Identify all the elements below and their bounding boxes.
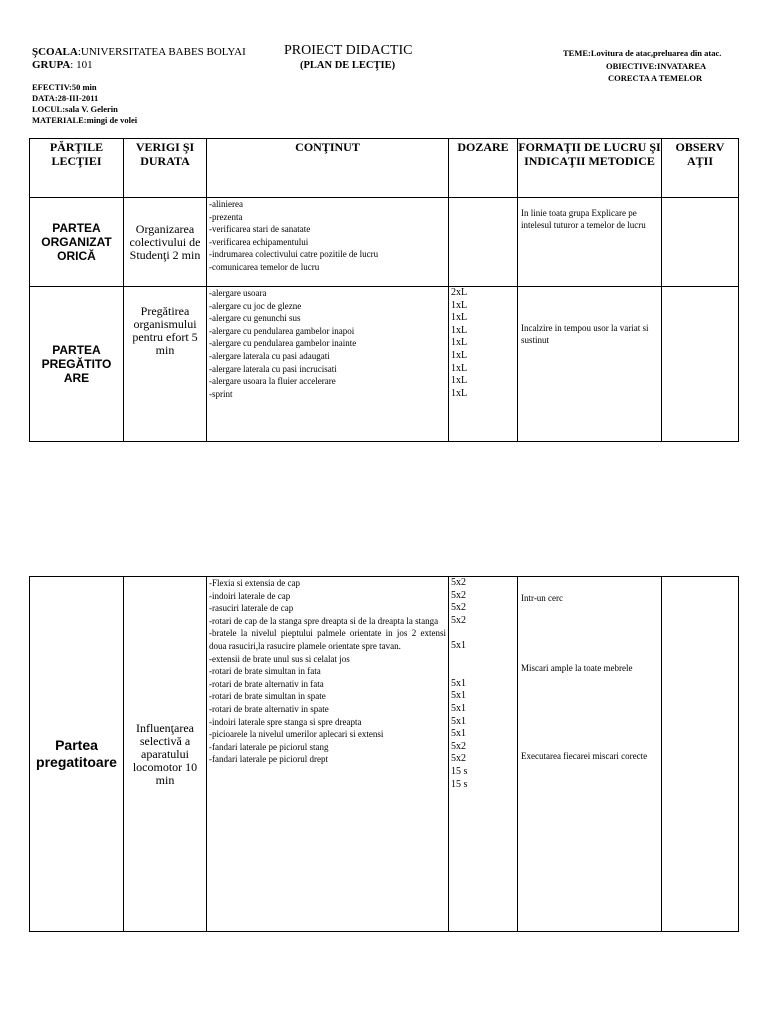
list-item: -rotari de cap de la stanga spre dreapta si de la dreapta la stanga — [209, 615, 439, 626]
dozare-item: 5x1 — [451, 728, 466, 740]
formatii-cell: In linie toata grupa Explicare pe intelesul tuturor a temelor de lucru — [518, 198, 662, 287]
dozare-cell — [449, 577, 518, 932]
dozare-item: 5x1 — [451, 690, 466, 702]
formatii-note: Intr-un cerc — [521, 593, 564, 603]
list-item: -indrumarea colectivului catre pozitile de lucru — [209, 249, 379, 260]
header-verigi: VERIGI ŞI DURATA — [124, 139, 207, 198]
table-header-row — [30, 139, 739, 198]
dozare-item: 5x1 — [451, 702, 466, 714]
header-continut: CONŢINUT — [207, 139, 449, 198]
formatii-note: Miscari ample la toate mebrele — [521, 663, 633, 673]
header-dozare: DOZARE — [449, 139, 518, 198]
list-item: -alergare laterala cu pasi incrucisati — [209, 363, 337, 374]
table-row — [30, 198, 739, 287]
observatii-cell — [662, 287, 739, 442]
list-item: -alergare usoara la fluier accelerare — [209, 376, 336, 387]
page-subtitle: (PLAN DE LECŢIE) — [300, 60, 396, 71]
list-item: -sprint — [209, 388, 233, 399]
dozare-item: 5x2 — [451, 602, 466, 614]
dozare-cell — [449, 198, 518, 287]
list-item: -alergare cu joc de glezne — [209, 300, 302, 311]
theme-label: TEME: — [563, 48, 591, 58]
list-item: -alergare laterala cu pasi adaugati — [209, 350, 330, 361]
school-value: :UNIVERSITATEA BABES BOLYAI — [77, 46, 246, 58]
group-value: : 101 — [70, 59, 93, 71]
list-item: -bratele la nivelul pieptului palmele orientate in jos 2 extensi doua rasuciri,la rasucire plamele orientate spre tavan. — [209, 628, 446, 651]
materials-value: mingi de volei — [86, 115, 138, 125]
list-item: -alinierea — [209, 199, 243, 209]
dozare-item: 1xL — [451, 337, 468, 349]
dozare-item: 15 s — [451, 778, 468, 790]
list-item: -comunicarea temelor de lucru — [209, 261, 320, 272]
table-row — [30, 577, 739, 932]
observatii-cell — [662, 198, 739, 287]
dozare-item: 2xL — [451, 287, 468, 298]
part-cell: PARTEA PREGĂTITO ARE — [30, 287, 124, 442]
dozare-item: 1xL — [451, 299, 468, 311]
dozare-spacer — [449, 653, 517, 678]
list-item: -indoiri laterale de cap — [209, 590, 291, 601]
content-list — [207, 577, 449, 932]
observatii-cell — [662, 577, 739, 932]
dozare-item: 1xL — [451, 375, 468, 387]
lesson-plan-table — [29, 138, 739, 442]
list-item: -verificarea echipamentului — [209, 236, 309, 247]
dozare-item: 5x2 — [451, 577, 466, 588]
objectives-line-2: CORECTA A TEMELOR — [608, 73, 703, 83]
dozare-item: 15 s — [451, 765, 468, 777]
lesson-plan-table-continued — [29, 576, 739, 932]
dozare-item: 1xL — [451, 387, 468, 399]
formatii-note: Executarea fiecarei miscari corecte — [521, 751, 648, 761]
page-title: PROIECT DIDACTIC — [284, 43, 413, 58]
objectives-line-1: OBIECTIVE:INVATAREA — [606, 61, 707, 71]
list-item: -extensii de brate unul sus si celalat jos — [209, 653, 350, 664]
verigi-cell: Organizarea colectivului de Studenţi 2 min — [124, 198, 207, 287]
formatii-cell — [518, 577, 662, 932]
list-item: -rasuciri laterale de cap — [209, 603, 294, 614]
content-list — [207, 198, 449, 287]
dozare-item: 1xL — [451, 349, 468, 361]
dozare-item: 5x2 — [451, 614, 466, 626]
list-item: -rotari de brate simultan in fata — [209, 666, 321, 677]
dozare-item: 5x2 — [451, 753, 466, 765]
header-formatii: FORMAŢII DE LUCRU ŞI INDICAŢII METODICE — [518, 139, 662, 198]
dozare-item: 5x1 — [451, 715, 466, 727]
dozare-spacer — [449, 627, 517, 640]
list-item: -rotari de brate alternativ in spate — [209, 703, 329, 714]
list-item: -fandari laterale pe piciorul drept — [209, 754, 328, 765]
group-line — [32, 59, 93, 71]
header-partile: PĂRŢILE LECŢIEI — [30, 139, 124, 198]
table-row — [30, 287, 739, 442]
dozare-item: 5x2 — [451, 589, 466, 601]
list-item: -alergare cu pendularea gambelor inainte — [209, 338, 357, 349]
dozare-item: 1xL — [451, 362, 468, 374]
verigi-cell: Pregătirea organismului pentru efort 5 min — [124, 287, 207, 442]
theme-line — [563, 48, 721, 58]
list-item: -Flexia si extensia de cap — [209, 578, 300, 588]
materials-line — [32, 115, 137, 125]
content-list — [207, 287, 449, 442]
dozare-item: 5x1 — [451, 639, 466, 651]
dozare-item: 1xL — [451, 324, 468, 336]
verigi-cell: Influenţarea selectivă a aparatului locomotor 10 min — [124, 577, 207, 932]
school-label: ŞCOALA — [32, 46, 78, 58]
list-item: -prezenta — [209, 211, 243, 222]
location: LOCUL:sala V. Gelerin — [32, 104, 118, 114]
efectiv: EFECTIV:50 min — [32, 82, 97, 92]
list-item: -indoiri laterale spre stanga si spre dreapta — [209, 716, 362, 727]
dozare-item: 5x2 — [451, 740, 466, 752]
theme-value: Lovitura de atac,preluarea din atac. — [590, 48, 722, 58]
date: DATA:28-III-2011 — [32, 93, 99, 103]
formatii-cell: Incalzire in tempou usor la variat si sustinut — [518, 287, 662, 442]
list-item: -fandari laterale pe piciorul stang — [209, 741, 329, 752]
dozare-item: 5x1 — [451, 677, 466, 689]
list-item: -rotari de brate alternativ in fata — [209, 678, 324, 689]
school-line — [32, 46, 246, 58]
part-cell: Partea pregatitoare — [30, 577, 124, 932]
dozare-item: 1xL — [451, 312, 468, 324]
header-observatii: OBSERV AŢII — [662, 139, 739, 198]
list-item: -alergare usoara — [209, 288, 267, 298]
list-item: -rotari de brate simultan in spate — [209, 691, 326, 702]
list-item: -picioarele la nivelul umerilor aplecari si extensi — [209, 729, 384, 740]
list-item: -alergare cu genunchi sus — [209, 313, 301, 324]
group-label: GRUPA — [32, 59, 71, 71]
list-item: -alergare cu pendularea gambelor inapoi — [209, 325, 355, 336]
materials-label: MATERIALE: — [32, 115, 87, 125]
dozare-cell — [449, 287, 518, 442]
list-item: -verificarea stari de sanatate — [209, 224, 311, 235]
part-cell: PARTEA ORGANIZAT ORICĂ — [30, 198, 124, 287]
